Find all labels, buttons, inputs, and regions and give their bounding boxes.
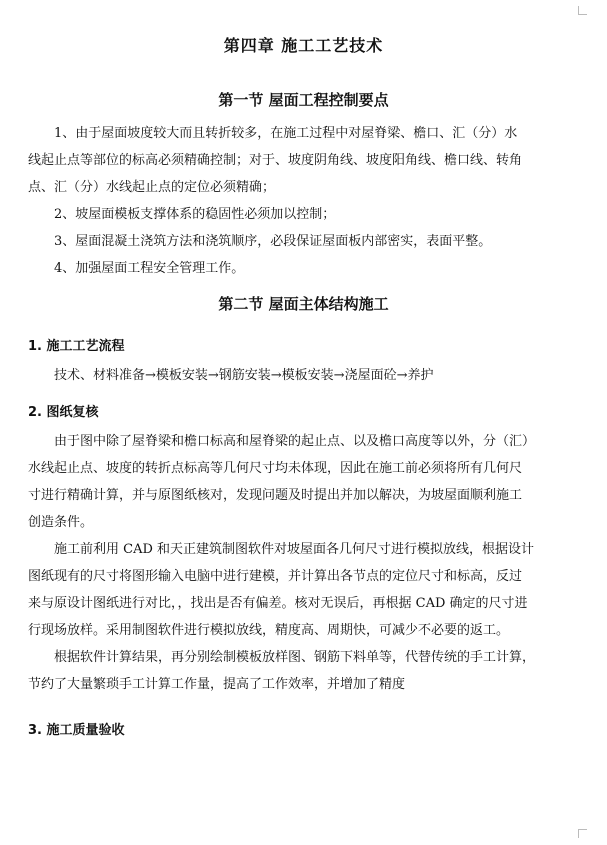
body-paragraph	[28, 428, 579, 536]
text-line: 技术、材料准备→模板安装→钢筋安装→模板安装→浇屋面砼→养护	[54, 368, 434, 383]
section-2-title: 第二节 屋面主体结构施工	[218, 295, 389, 313]
section-1-item	[28, 120, 579, 201]
text-line: 4、加强屋面工程安全管理工作。	[54, 261, 245, 276]
text-line: 2、坡屋面模板支撑体系的稳固性必须加以控制；	[54, 207, 336, 222]
page-corner-mark	[578, 6, 587, 15]
text-line: 施工前利用 CAD 和天正建筑制图软件对坡屋面各几何尺寸进行模拟放线，根据设计	[54, 542, 535, 557]
text-line: 线起止点等部位的标高必须精确控制；对于、坡度阴角线、坡度阳角线、檐口线、转角	[28, 153, 523, 168]
text-line: 创造条件。	[28, 515, 94, 530]
text-line: 行现场放样。采用制图软件进行模拟放线，精度高、周期快，可减少不必要的返工。	[28, 623, 510, 638]
text-line: 点、汇（分）水线起止点的定位必须精确；	[28, 180, 276, 195]
text-line: 3、屋面混凝土浇筑方法和浇筑顺序，必段保证屋面板内部密实，表面平整。	[54, 234, 492, 249]
text-line: 寸进行精确计算，并与原图纸核对，发现问题及时提出并加以解决，为坡屋面顺利施工	[28, 488, 523, 503]
subsection-1-title: 1. 施工工艺流程	[28, 339, 125, 354]
section-1-item	[28, 255, 579, 282]
section-1-item	[28, 228, 579, 255]
body-paragraph	[28, 536, 579, 644]
chapter-title: 第四章 施工工艺技术	[223, 36, 384, 55]
text-line: 节约了大量繁琐手工计算工作量，提高了工作效率，并增加了精度	[28, 677, 406, 692]
subsection-2-title: 2. 图纸复核	[28, 405, 99, 420]
text-line: 水线起止点、坡度的转折点标高等几何尺寸均未体现，因此在施工前必须将所有几何尺	[28, 461, 523, 476]
body-paragraph	[28, 644, 579, 698]
process-flow-text	[28, 362, 579, 389]
subsection-3-title: 3. 施工质量验收	[28, 723, 125, 738]
section-1-title: 第一节 屋面工程控制要点	[218, 91, 389, 109]
text-line: 根据软件计算结果，再分别绘制模板放样图、钢筋下料单等，代替传统的手工计算，	[54, 650, 536, 665]
text-line: 由于图中除了屋脊梁和檐口标高和屋脊梁的起止点、以及檐口高度等以外，分（汇）	[54, 434, 536, 449]
text-line: 1、由于屋面坡度较大而且转折较多，在施工过程中对屋脊梁、檐口、汇（分）水	[54, 126, 518, 141]
page-corner-mark	[578, 829, 587, 838]
text-line: 图纸现有的尺寸将图形输入电脑中进行建模，并计算出各节点的定位尺寸和标高，反过	[28, 569, 523, 584]
text-line: 来与原设计图纸进行对比，，找出是否有偏差。核对无误后，再根据 CAD 确定的尺寸进	[28, 596, 528, 611]
section-1-item	[28, 201, 579, 228]
